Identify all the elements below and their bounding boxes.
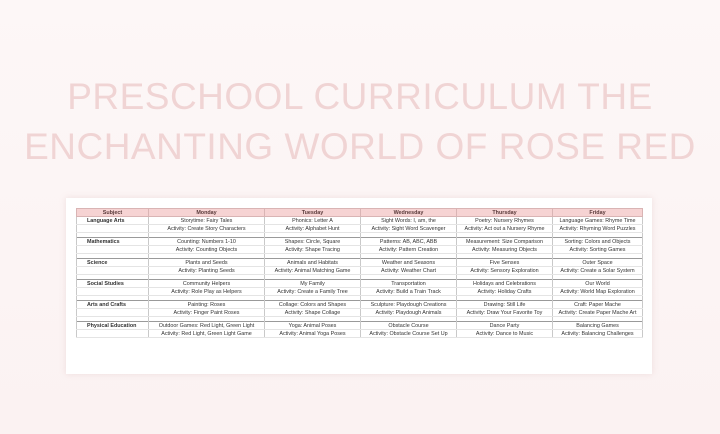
table-cell: Activity: Create Story Characters (149, 225, 265, 233)
table-cell: Obstacle Course (361, 322, 457, 330)
table-cell: Activity: Role Play as Helpers (149, 288, 265, 296)
table-cell: Activity: Counting Objects (149, 246, 265, 254)
table-body (77, 217, 643, 338)
subject-cell: Arts and Crafts (77, 301, 149, 309)
table-cell: Activity: Balancing Challenges (553, 330, 643, 338)
table-cell: Activity: Dance to Music (457, 330, 553, 338)
subject-cell: Mathematics (77, 238, 149, 246)
table-cell: Patterns: AB, ABC, ABB (361, 238, 457, 246)
table-row (77, 217, 643, 225)
table-cell: Activity: Animal Yoga Poses (265, 330, 361, 338)
table-row (77, 301, 643, 309)
table-cell: Activity: Act out a Nursery Rhyme (457, 225, 553, 233)
subject-cell (77, 246, 149, 254)
table-cell: Activity: Measuring Objects (457, 246, 553, 254)
header-cell: Thursday (457, 209, 553, 217)
table-cell: Balancing Games (553, 322, 643, 330)
subject-cell: Physical Education (77, 322, 149, 330)
table-row (77, 330, 643, 338)
table-cell: Activity: Weather Chart (361, 267, 457, 275)
table-row (77, 280, 643, 288)
subject-cell (77, 267, 149, 275)
table-cell: Yoga: Animal Poses (265, 322, 361, 330)
subject-cell: Language Arts (77, 217, 149, 225)
table-cell: Activity: Rhyming Word Puzzles (553, 225, 643, 233)
table-cell: Outer Space (553, 259, 643, 267)
table-row (77, 288, 643, 296)
title-line-2: ENCHANTING WORLD OF ROSE RED (24, 126, 696, 167)
table-cell: Activity: Shape Collage (265, 309, 361, 317)
subject-cell (77, 225, 149, 233)
table-cell: Collage: Colors and Shapes (265, 301, 361, 309)
table-row (77, 309, 643, 317)
header-cell: Tuesday (265, 209, 361, 217)
subject-cell (77, 309, 149, 317)
table-cell: Dance Party (457, 322, 553, 330)
table-cell: Activity: Planting Seeds (149, 267, 265, 275)
table-cell: Activity: Build a Train Track (361, 288, 457, 296)
subject-cell (77, 288, 149, 296)
table-cell: Measurement: Size Comparison (457, 238, 553, 246)
header-row (77, 209, 643, 217)
header-cell: Wednesday (361, 209, 457, 217)
subject-cell (77, 330, 149, 338)
table-cell: Activity: Create a Family Tree (265, 288, 361, 296)
table-cell: Activity: Create Paper Mache Art (553, 309, 643, 317)
table-cell: Storytime: Fairy Tales (149, 217, 265, 225)
table-cell: Phonics: Letter A (265, 217, 361, 225)
table-cell: Activity: Playdough Animals (361, 309, 457, 317)
table-cell: Activity: Draw Your Favorite Toy (457, 309, 553, 317)
table-cell: My Family (265, 280, 361, 288)
table-cell: Five Senses (457, 259, 553, 267)
table-cell: Community Helpers (149, 280, 265, 288)
table-cell: Our World (553, 280, 643, 288)
table-row (77, 267, 643, 275)
table-cell: Weather and Seasons (361, 259, 457, 267)
table-cell: Sorting: Colors and Objects (553, 238, 643, 246)
table-cell: Activity: Pattern Creation (361, 246, 457, 254)
table-row (77, 238, 643, 246)
table-cell: Activity: Alphabet Hunt (265, 225, 361, 233)
curriculum-sheet (66, 198, 652, 374)
table-row (77, 225, 643, 233)
table-cell: Holidays and Celebrations (457, 280, 553, 288)
table-row (77, 259, 643, 267)
table-cell: Activity: Animal Matching Game (265, 267, 361, 275)
title-line-1: PRESCHOOL CURRICULUM THE (67, 76, 653, 117)
table-cell: Counting: Numbers 1-10 (149, 238, 265, 246)
table-cell: Painting: Roses (149, 301, 265, 309)
header-cell: Friday (553, 209, 643, 217)
table-cell: Outdoor Games: Red Light, Green Light (149, 322, 265, 330)
table-cell: Activity: Create a Solar System (553, 267, 643, 275)
table-cell: Activity: Sensory Exploration (457, 267, 553, 275)
table-cell: Activity: Finger Paint Roses (149, 309, 265, 317)
table-cell: Poetry: Nursery Rhymes (457, 217, 553, 225)
table-cell: Shapes: Circle, Square (265, 238, 361, 246)
table-cell: Sight Words: I, am, the (361, 217, 457, 225)
table-cell: Drawing: Still Life (457, 301, 553, 309)
table-cell: Plants and Seeds (149, 259, 265, 267)
table-cell: Transportation (361, 280, 457, 288)
header-cell: Subject (77, 209, 149, 217)
table-cell: Animals and Habitats (265, 259, 361, 267)
subject-cell: Science (77, 259, 149, 267)
table-row (77, 246, 643, 254)
table-cell: Activity: Sorting Games (553, 246, 643, 254)
table-cell: Activity: World Map Exploration (553, 288, 643, 296)
table-cell: Activity: Holiday Crafts (457, 288, 553, 296)
page-title (0, 72, 720, 172)
table-row (77, 322, 643, 330)
header-cell: Monday (149, 209, 265, 217)
subject-cell: Social Studies (77, 280, 149, 288)
table-cell: Activity: Red Light, Green Light Game (149, 330, 265, 338)
table-cell: Activity: Sight Word Scavenger (361, 225, 457, 233)
curriculum-table (76, 208, 643, 338)
table-cell: Sculpture: Playdough Creations (361, 301, 457, 309)
table-cell: Activity: Shape Tracing (265, 246, 361, 254)
table-cell: Activity: Obstacle Course Set Up (361, 330, 457, 338)
table-cell: Language Games: Rhyme Time (553, 217, 643, 225)
table-cell: Craft: Paper Mache (553, 301, 643, 309)
